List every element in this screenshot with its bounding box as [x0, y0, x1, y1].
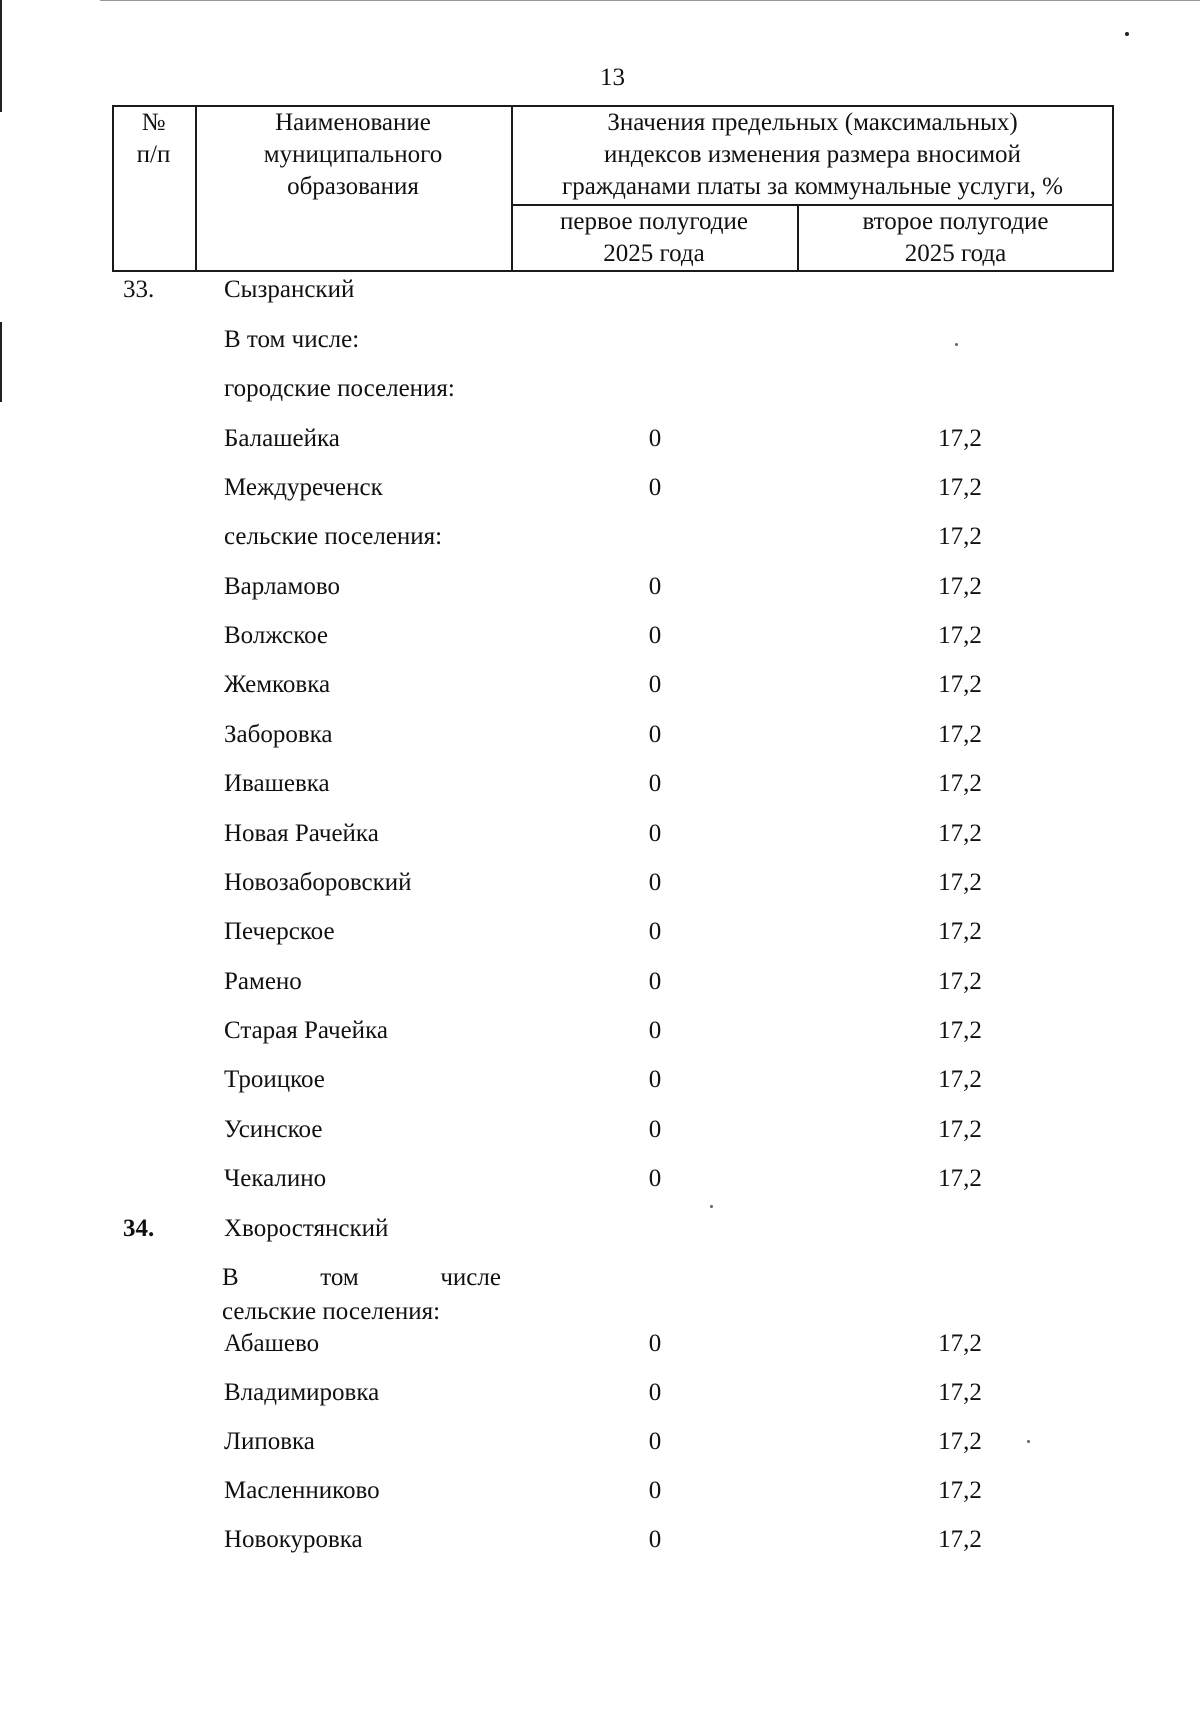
- row-second-half: 17,2: [938, 1017, 982, 1044]
- row-second-half: 17,2: [938, 523, 982, 550]
- row-second-half: 17,2: [938, 1165, 982, 1192]
- row-first-half: 0: [648, 1526, 662, 1553]
- justified-word: В: [222, 1264, 239, 1291]
- table-row: [0, 721, 1200, 761]
- row-name: Волжское: [224, 622, 329, 649]
- row-name: Масленниково: [224, 1477, 380, 1504]
- row-first-half: 0: [648, 1017, 662, 1044]
- table-row: [0, 918, 1200, 958]
- header-col-name-line: Наименование: [275, 109, 431, 136]
- row-name: Новокуровка: [224, 1526, 363, 1553]
- header-col-values-line: гражданами платы за коммунальные услуги, %: [561, 173, 1064, 200]
- header-subcol-second-half: [797, 206, 1114, 270]
- row-second-half: 17,2: [938, 425, 982, 452]
- row-first-half: 0: [648, 474, 662, 501]
- table-row: [0, 1017, 1200, 1057]
- row-first-half: 0: [648, 1428, 662, 1455]
- row-name: Заборовка: [224, 721, 333, 748]
- row-first-half: 0: [648, 1330, 662, 1357]
- table-row: [0, 671, 1200, 711]
- table-row: [0, 770, 1200, 810]
- row-second-half: 17,2: [938, 1066, 982, 1093]
- scan-edge-mark-top: [100, 0, 1200, 1]
- row-first-half: 0: [648, 820, 662, 847]
- row-first-half: 0: [648, 869, 662, 896]
- row-second-half: 17,2: [938, 573, 982, 600]
- row-first-half: 0: [648, 968, 662, 995]
- page-number: 13: [600, 64, 625, 91]
- row-name: Липовка: [224, 1428, 315, 1455]
- header-bottom-border: [112, 270, 1114, 272]
- table-row: [0, 1066, 1200, 1106]
- table-row: [0, 1477, 1200, 1517]
- table-row: [0, 523, 1200, 563]
- justified-word: том: [320, 1264, 359, 1291]
- row-first-half: 0: [648, 1116, 662, 1143]
- row-second-half: 17,2: [938, 1428, 982, 1455]
- row-first-half: 0: [648, 1477, 662, 1504]
- row-name: Рамено: [224, 968, 302, 995]
- row-second-half: 17,2: [938, 968, 982, 995]
- row-second-half: 17,2: [938, 622, 982, 649]
- row-name: Владимировка: [224, 1379, 380, 1406]
- row-second-half: 17,2: [938, 869, 982, 896]
- row-second-half: 17,2: [938, 820, 982, 847]
- row-name: Усинское: [224, 1116, 323, 1143]
- row-name: Старая Рачейка: [224, 1017, 388, 1044]
- header-col-values-line: индексов изменения размера вносимой: [604, 141, 1021, 168]
- row-name: сельские поселения:: [224, 523, 443, 550]
- row-first-half: 0: [648, 1165, 662, 1192]
- row-name: Хворостянский: [224, 1215, 389, 1242]
- row-first-half: 0: [648, 622, 662, 649]
- row-name: Новая Рачейка: [224, 820, 379, 847]
- row-name: Сызранский: [224, 276, 355, 303]
- table-row: [0, 1165, 1200, 1205]
- header-col-num-line: п/п: [136, 141, 171, 168]
- table-row: [0, 425, 1200, 465]
- table-row: [0, 1116, 1200, 1156]
- row-name: Варламово: [224, 573, 340, 600]
- row-first-half: 0: [648, 918, 662, 945]
- row-second-half: 17,2: [938, 770, 982, 797]
- table-header: [112, 105, 1114, 271]
- table-row: [0, 1215, 1200, 1255]
- header-col-name-line: муниципального: [263, 141, 443, 168]
- row-second-half: 17,2: [938, 1477, 982, 1504]
- row-first-half: 0: [648, 573, 662, 600]
- table-row: [0, 1428, 1200, 1468]
- row-number: 33.: [123, 276, 155, 303]
- row-name: Печерское: [224, 918, 335, 945]
- table-row: [0, 968, 1200, 1008]
- header-col-num-line: №: [141, 109, 166, 136]
- header-col-values-line: Значения предельных (максимальных): [607, 109, 1018, 136]
- row-second-half: 17,2: [938, 721, 982, 748]
- table-row: [0, 474, 1200, 514]
- row-second-half: 17,2: [938, 474, 982, 501]
- justified-label-line: [222, 1264, 501, 1292]
- table-row: [0, 1526, 1200, 1566]
- table-row: [0, 1379, 1200, 1419]
- row-name: Абашево: [224, 1330, 320, 1357]
- table-row: [0, 622, 1200, 662]
- row-second-half: 17,2: [938, 1379, 982, 1406]
- scan-speck: [1125, 32, 1129, 36]
- row-name: Жемковка: [224, 671, 331, 698]
- scan-speck: [710, 1205, 713, 1208]
- table-row: [0, 1330, 1200, 1370]
- header-col-name-line: образования: [287, 173, 419, 200]
- row-first-half: 0: [648, 770, 662, 797]
- table-row: [0, 573, 1200, 613]
- row-name: городские поселения:: [224, 375, 455, 402]
- scan-edge-mark-left: [0, 0, 2, 112]
- header-col-num: [112, 107, 195, 171]
- header-subcol-line: первое полугодие: [560, 208, 748, 235]
- row-number: 34.: [123, 1215, 155, 1242]
- header-subcol-first-half: [511, 206, 797, 270]
- row-name: Междуреченск: [224, 474, 383, 501]
- row-first-half: 0: [648, 1066, 662, 1093]
- table-row: [0, 276, 1200, 316]
- row-first-half: 0: [648, 1379, 662, 1406]
- header-subcol-line: 2025 года: [904, 240, 1007, 267]
- header-col-values: [511, 107, 1114, 203]
- row-name: Троицкое: [224, 1066, 325, 1093]
- row-first-half: 0: [648, 721, 662, 748]
- row-name: Ивашевка: [224, 770, 330, 797]
- row-first-half: 0: [648, 671, 662, 698]
- justified-word: числе: [440, 1264, 501, 1291]
- header-col-name: [195, 107, 511, 203]
- table-row: [0, 326, 1200, 366]
- row-second-half: 17,2: [938, 1526, 982, 1553]
- row-name: Чекалино: [224, 1165, 327, 1192]
- row-name: В том числе:: [224, 326, 360, 353]
- row-second-half: 17,2: [938, 671, 982, 698]
- row-name: Балашейка: [224, 425, 340, 452]
- table-row: [0, 375, 1200, 415]
- row-second-half: 17,2: [938, 1330, 982, 1357]
- header-subcol-line: второе полугодие: [862, 208, 1049, 235]
- row-second-half: 17,2: [938, 918, 982, 945]
- row-second-half: 17,2: [938, 1116, 982, 1143]
- table-row: [0, 869, 1200, 909]
- header-subcol-line: 2025 года: [603, 240, 705, 267]
- row-name: Новозаборовский: [224, 869, 412, 896]
- justified-label-second-line: сельские поселения:: [222, 1298, 441, 1325]
- table-row: [0, 820, 1200, 860]
- row-first-half: 0: [648, 425, 662, 452]
